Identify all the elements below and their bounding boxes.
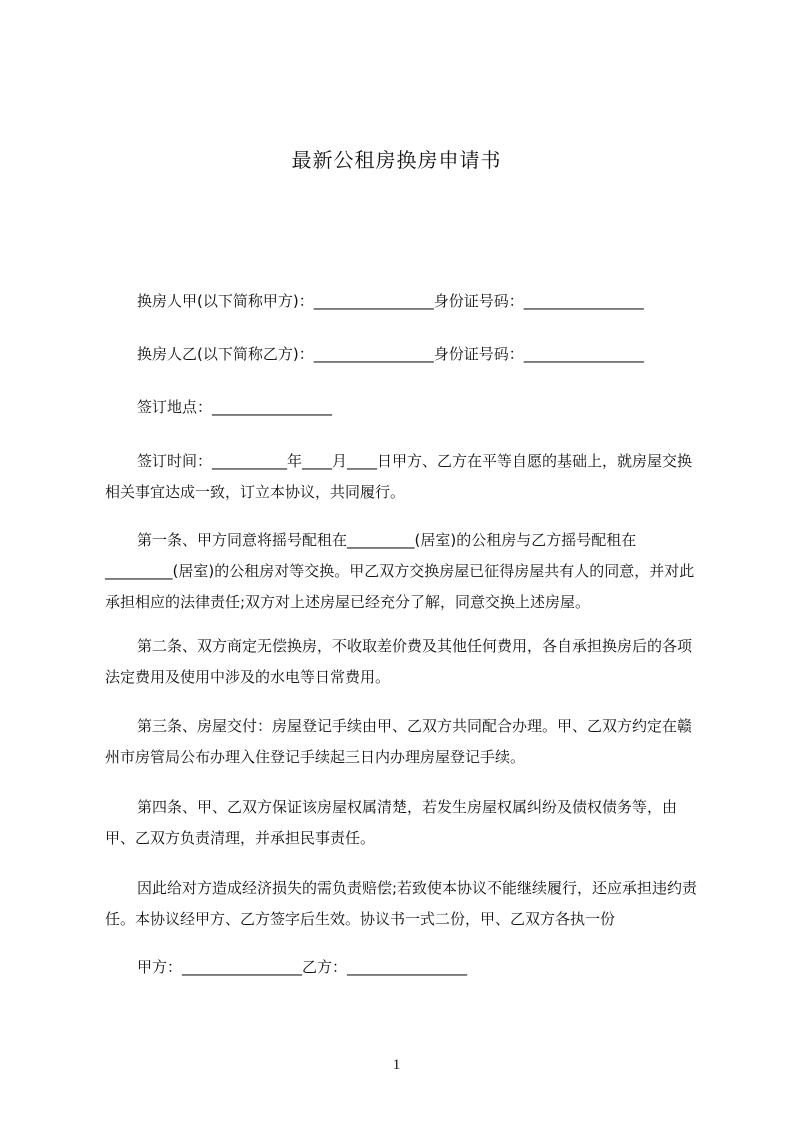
signing-place-line: 签订地点：________________	[137, 398, 333, 416]
intro-paragraph: 签订时间：__________年____月____日甲方、乙方在平等自愿的基础上，就房屋交换相关事宜达成一致，订立本协议，共同履行。	[105, 452, 693, 501]
party-a-line: 换房人甲(以下简称甲方)：________________身份证号码：________________	[137, 292, 644, 310]
article-2-paragraph: 第二条、双方商定无偿换房，不收取差价费及其他任何费用，各自承担换房后的各项法定费用及使用中涉及的水电等日常费用。	[105, 637, 693, 686]
article-1-paragraph: 第一条、甲方同意将摇号配租在_________(居室)的公租房与乙方摇号配租在_________(居室)的公租房对等交换。甲乙双方交换房屋已征得房屋共有人的同意，并对此承担相应的法律责任;双方对上述房屋已经充分了解，同意交换上述房屋。	[105, 531, 695, 611]
party-b-line: 换房人乙(以下简称乙方)：________________身份证号码：________________	[137, 345, 644, 363]
page-number: 1	[392, 1057, 401, 1073]
signature-line: 甲方：________________乙方：________________	[137, 958, 468, 976]
closing-paragraph: 因此给对方造成经济损失的需负责赔偿;若致使本协议不能继续履行，还应承担违约责任。本协议经甲方、乙方签字后生效。协议书一式二份，甲、乙双方各执一份	[105, 879, 698, 928]
document-title: 最新公租房换房申请书	[291, 148, 502, 172]
article-3-paragraph: 第三条、房屋交付：房屋登记手续由甲、乙双方共同配合办理。甲、乙双方约定在赣州市房管局公布办理入住登记手续起三日内办理房屋登记手续。	[105, 717, 693, 766]
article-4-paragraph: 第四条、甲、乙双方保证该房屋权属清楚，若发生房屋权属纠纷及债权债务等，由甲、乙双方负责清理，并承担民事责任。	[105, 798, 678, 847]
